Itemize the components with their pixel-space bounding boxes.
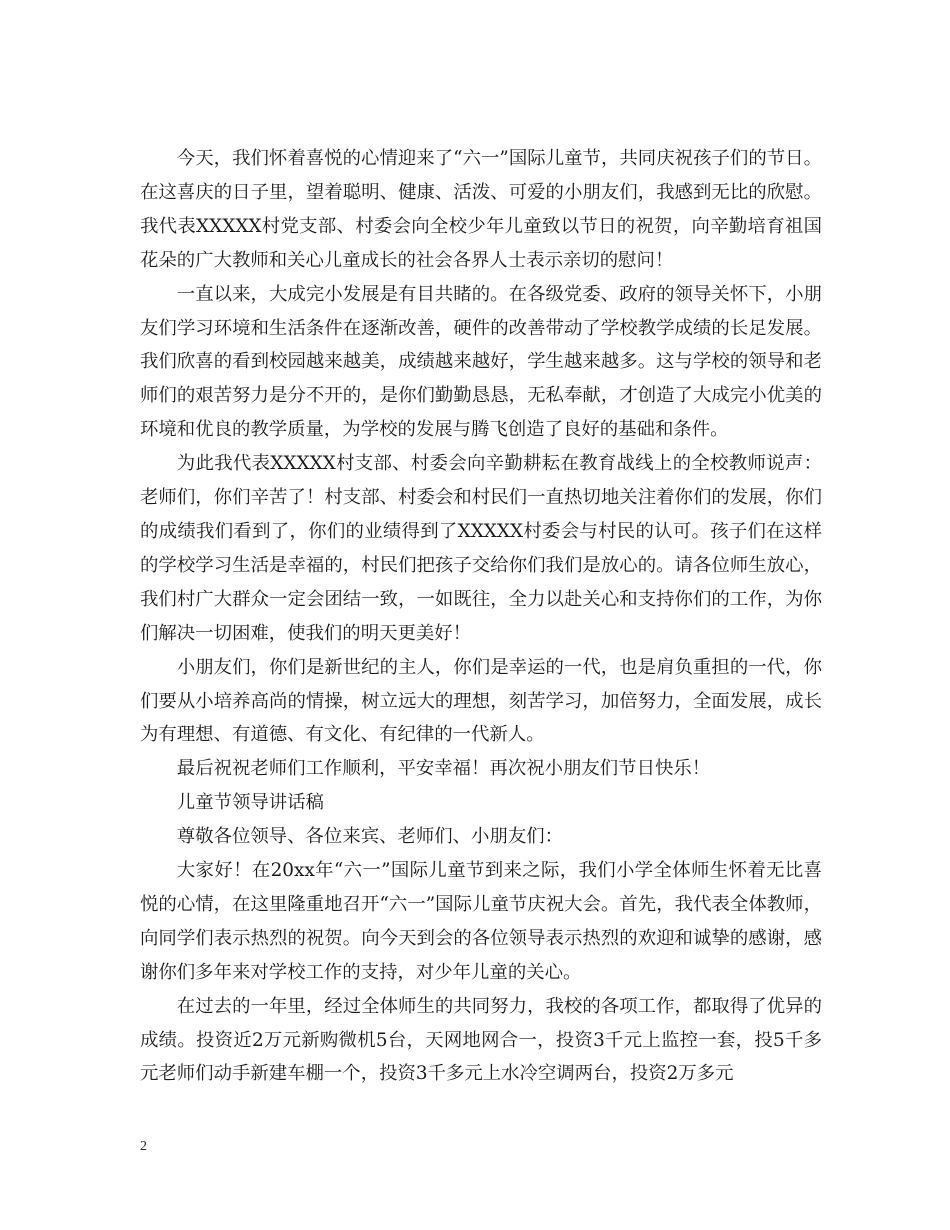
- paragraph-opening: 大家好！在20xx年“六一”国际儿童节到来之际，我们小学全体师生怀着无比喜悦的心情，在这里隆重地召开“六一”国际儿童节庆祝大会。首先，我代表全体教师，向同学们表示热烈的祝贺。向今天到会的各位领导表示热烈的欢迎和诚挚的感谢，感谢你们多年来对学校工作的支持，对少年儿童的关心。: [140, 860, 822, 983]
- paragraph-thanks-teachers: 为此我代表XXXXX村支部、村委会向辛勤耕耘在教育战线上的全校教师说声：老师们，你们辛苦了！村支部、村委会和村民们一直热切地关注着你们的发展，你们的成绩我们看到了，你们的业绩得到了XXXXX村委会与村民的认可。孩子们在这样的学校学习生活是幸福的，村民们把孩子交给你们我们是放心的。请各位师生放心，我们村广大群众一定会团结一致，一如既往，全力以赴关心和支持你们的工作，为你们解决一切困难，使我们的明天更美好！: [140, 453, 822, 644]
- body-text: [140, 142, 822, 1091]
- section-title: 儿童节领导讲话稿: [176, 792, 324, 814]
- paragraph-closing-wishes: 最后祝祝老师们工作顺利，平安幸福！再次祝小朋友们节日快乐！: [176, 758, 711, 780]
- paragraph-greeting: 今天，我们怀着喜悦的心情迎来了“六一”国际儿童节，共同庆祝孩子们的节日。在这喜庆的日子里，望着聪明、健康、活泼、可爱的小朋友们，我感到无比的欣慰。我代表XXXXX村党支部、村委会向全校少年儿童致以节日的祝贺，向辛勤培育祖国花朵的广大教师和关心儿童成长的社会各界人士表示亲切的慰问！: [140, 148, 822, 271]
- paragraph-school-development: 一直以来，大成完小发展是有目共睹的。在各级党委、政府的领导关怀下，小朋友们学习环境和生活条件在逐渐改善，硬件的改善带动了学校教学成绩的长足发展。我们欣喜的看到校园越来越美，成绩越来越好，学生越来越多。这与学校的领导和老师们的艰苦努力是分不开的，是你们勤勤恳恳，无私奉献，才创造了大成完小优美的环境和优良的教学质量，为学校的发展与腾飞创造了良好的基础和条件。: [140, 283, 822, 441]
- salutation: 尊敬各位领导、各位来宾、老师们、小朋友们：: [176, 826, 564, 848]
- page-number: 2: [140, 1139, 147, 1154]
- paragraph-achievements: 在过去的一年里，经过全体师生的共同努力，我校的各项工作，都取得了优异的成绩。投资近2万元新购微机5台，天网地网合一，投资3千元上监控一套，投5千多元老师们动手新建车棚一个，投资3千多元上水冷空调两台，投资2万多元: [140, 995, 822, 1085]
- paragraph-children: 小朋友们，你们是新世纪的主人，你们是幸运的一代，也是肩负重担的一代，你们要从小培养高尚的情操，树立远大的理想，刻苦学习，加倍努力，全面发展，成长为有理想、有道德、有文化、有纪律的一代新人。: [140, 656, 822, 746]
